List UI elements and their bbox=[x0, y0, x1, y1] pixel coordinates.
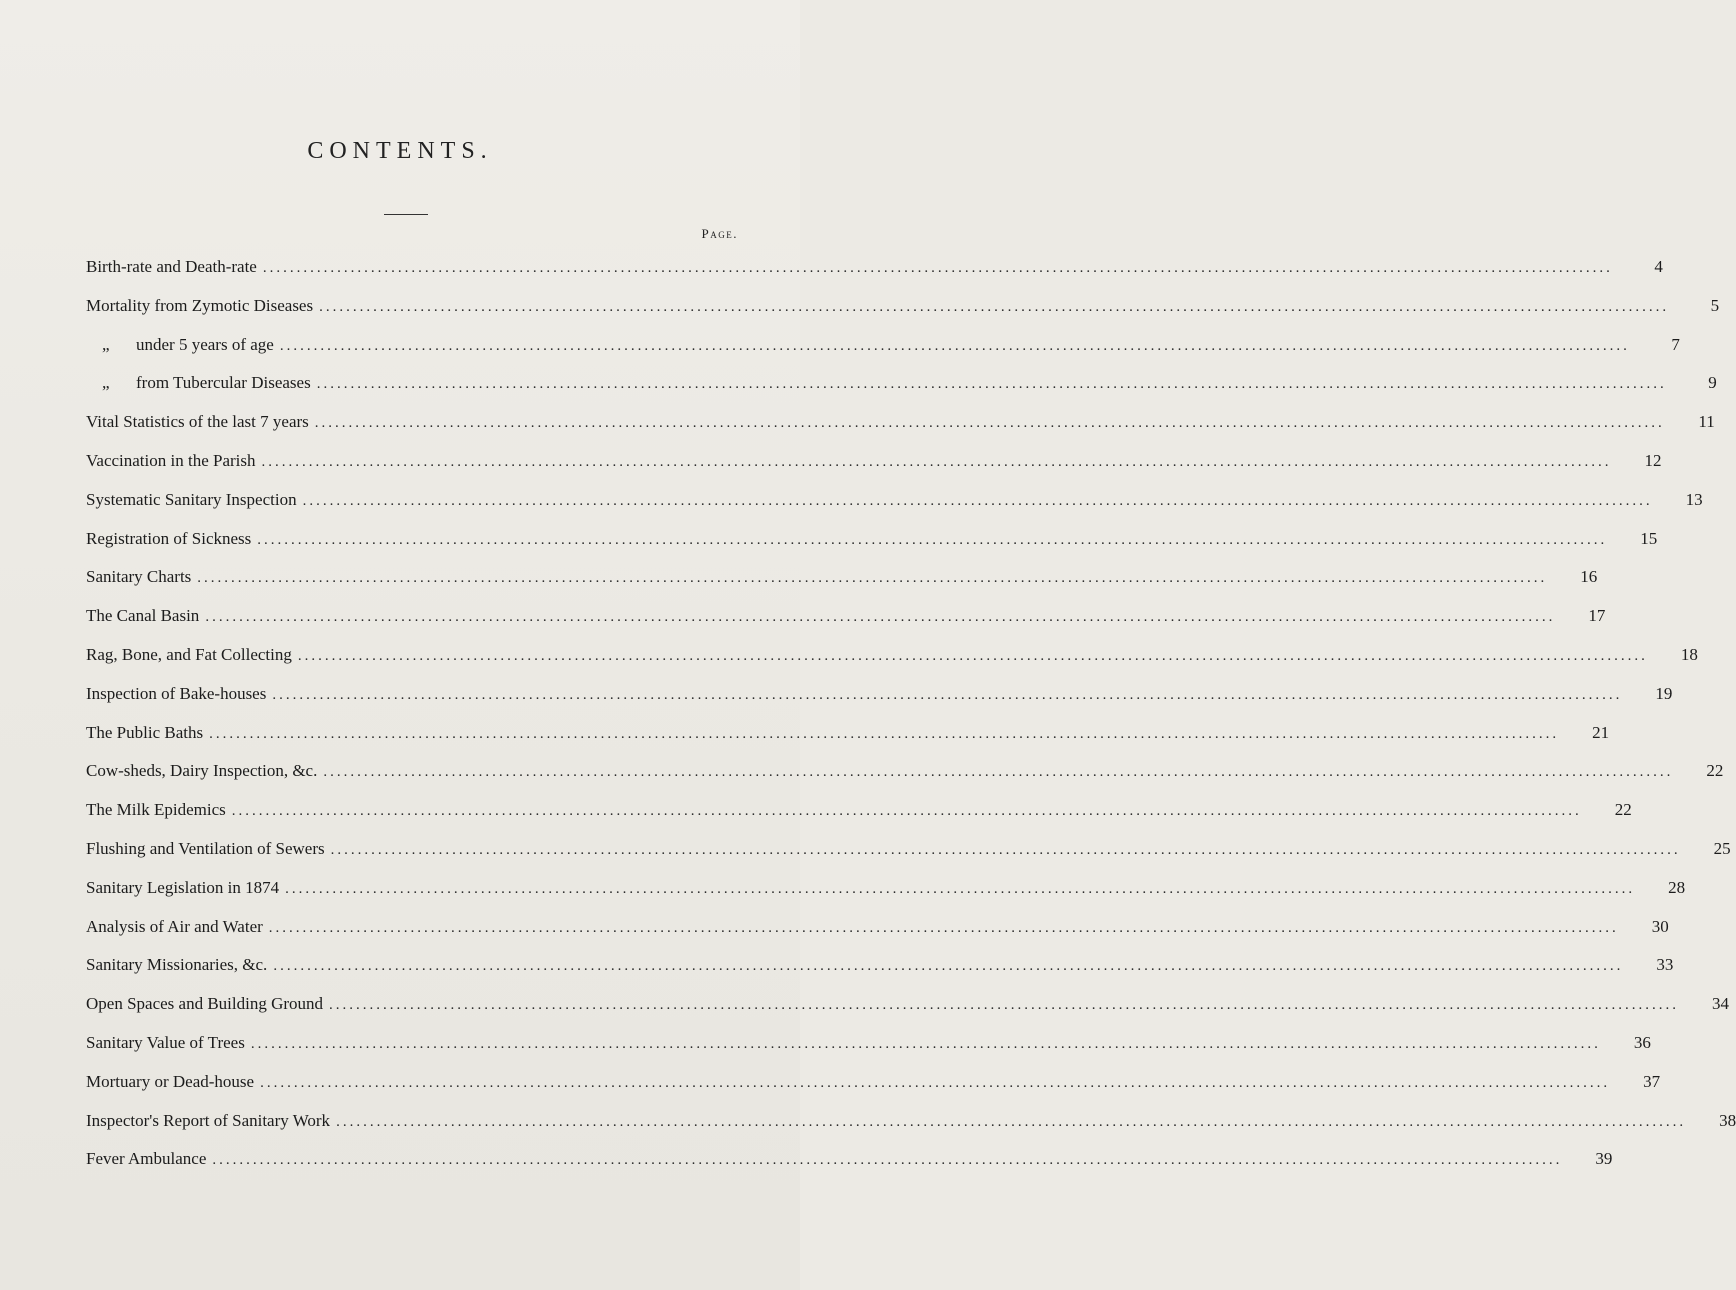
dot-leader: ........................................................................................................................................................................................................ bbox=[268, 919, 1619, 936]
toc-entry-label: Vital Statistics of the last 7 years bbox=[86, 412, 309, 432]
toc-entry-label: The Canal Basin bbox=[86, 606, 200, 626]
toc-entry-title bbox=[86, 481, 297, 520]
dot-leader: ........................................................................................................................................................................................................ bbox=[319, 298, 1670, 315]
toc-entry bbox=[86, 287, 1720, 326]
dot-leader: ........................................................................................................................................................................................................ bbox=[257, 531, 1608, 548]
toc-entry-title bbox=[86, 248, 257, 287]
toc-entry-label: from Tubercular Diseases bbox=[136, 373, 311, 393]
toc-entry bbox=[86, 908, 1669, 947]
toc-entry bbox=[86, 1102, 1736, 1141]
toc-page-number: 38 bbox=[1719, 1110, 1736, 1130]
toc-page-number: 9 bbox=[1708, 373, 1717, 393]
toc-entry-title bbox=[86, 908, 263, 947]
dot-leader: ........................................................................................................................................................................................................ bbox=[285, 880, 1636, 897]
dot-leader: ........................................................................................................................................................................................................ bbox=[336, 1113, 1687, 1130]
toc-entry-title bbox=[86, 1024, 245, 1063]
toc-entry bbox=[86, 597, 1606, 636]
toc-entry bbox=[86, 985, 1730, 1024]
toc-entry-label: Sanitary Value of Trees bbox=[86, 1032, 245, 1052]
toc-entry-label: Open Spaces and Building Ground bbox=[86, 994, 324, 1014]
toc-entry bbox=[86, 791, 1632, 830]
toc-entry-title bbox=[86, 597, 199, 636]
toc-entry bbox=[86, 636, 1698, 675]
toc-entry-title bbox=[86, 403, 309, 442]
toc-entry-label: Fever Ambulance bbox=[86, 1149, 207, 1169]
table-of-contents bbox=[86, 248, 1736, 1179]
dot-leader: ........................................................................................................................................................................................................ bbox=[330, 841, 1681, 858]
toc-page-number: 36 bbox=[1633, 1032, 1651, 1052]
toc-entry-title bbox=[86, 1063, 254, 1102]
dot-leader: ........................................................................................................................................................................................................ bbox=[197, 570, 1548, 587]
toc-entry bbox=[86, 1063, 1661, 1102]
toc-page-number: 5 bbox=[1710, 295, 1720, 315]
toc-entry-title bbox=[86, 558, 191, 597]
toc-entry-title bbox=[86, 675, 266, 714]
toc-entry-title bbox=[86, 442, 256, 481]
toc-entry-label: Vaccination in the Parish bbox=[86, 450, 256, 470]
toc-page-number: 33 bbox=[1656, 955, 1674, 975]
dot-leader: ........................................................................................................................................................................................................ bbox=[260, 1074, 1611, 1091]
toc-entry-title bbox=[86, 752, 317, 791]
toc-entry-title bbox=[86, 364, 311, 403]
toc-page-number: 21 bbox=[1592, 722, 1610, 742]
toc-entry bbox=[86, 558, 1598, 597]
dot-leader: ........................................................................................................................................................................................................ bbox=[272, 686, 1623, 703]
toc-entry-label: Analysis of Air and Water bbox=[86, 916, 263, 936]
toc-entry-label: Sanitary Legislation in 1874 bbox=[86, 877, 280, 897]
dot-leader: ........................................................................................................................................................................................................ bbox=[261, 453, 1612, 470]
toc-entry-title bbox=[86, 791, 226, 830]
toc-page-number: 25 bbox=[1713, 838, 1731, 858]
dot-leader: ........................................................................................................................................................................................................ bbox=[273, 958, 1624, 975]
toc-entry-label: The Public Baths bbox=[86, 722, 204, 742]
toc-entry bbox=[86, 520, 1658, 559]
toc-entry-label: Rag, Bone, and Fat Collecting bbox=[86, 644, 292, 664]
dot-leader: ........................................................................................................................................................................................................ bbox=[231, 803, 1582, 820]
toc-entry bbox=[86, 326, 1680, 365]
toc-entry-title bbox=[86, 985, 323, 1024]
toc-entry bbox=[86, 752, 1724, 791]
dot-leader: ........................................................................................................................................................................................................ bbox=[329, 997, 1680, 1014]
toc-page-number: 22 bbox=[1706, 761, 1724, 781]
toc-entry-label: Mortality from Zymotic Diseases bbox=[86, 295, 314, 315]
toc-entry-label: Systematic Sanitary Inspection bbox=[86, 489, 297, 509]
toc-entry-label: Sanitary Charts bbox=[86, 567, 192, 587]
toc-entry bbox=[86, 364, 1717, 403]
toc-page-number: 37 bbox=[1643, 1071, 1661, 1091]
toc-page-number: 12 bbox=[1644, 450, 1662, 470]
dot-leader: ........................................................................................................................................................................................................ bbox=[209, 725, 1560, 742]
toc-entry bbox=[86, 714, 1610, 753]
toc-entry-label: Birth-rate and Death-rate bbox=[86, 257, 257, 276]
toc-page-number: 4 bbox=[1654, 257, 1663, 276]
ditto-mark: „ bbox=[102, 373, 110, 393]
toc-entry-title bbox=[86, 636, 292, 675]
toc-entry-title bbox=[86, 946, 267, 985]
toc-page-number: 11 bbox=[1698, 412, 1715, 432]
toc-entry bbox=[86, 481, 1703, 520]
ditto-mark: „ bbox=[102, 334, 110, 354]
toc-entry-title bbox=[86, 1140, 206, 1179]
dot-leader: ........................................................................................................................................................................................................ bbox=[212, 1152, 1563, 1169]
dot-leader: ........................................................................................................................................................................................................ bbox=[279, 337, 1630, 354]
toc-entry bbox=[86, 830, 1731, 869]
dot-leader: ........................................................................................................................................................................................................ bbox=[262, 260, 1613, 276]
toc-entry bbox=[86, 403, 1715, 442]
dot-leader: ........................................................................................................................................................................................................ bbox=[323, 764, 1674, 781]
toc-page-number: 30 bbox=[1651, 916, 1669, 936]
toc-page-number: 17 bbox=[1588, 606, 1606, 626]
toc-page-number: 28 bbox=[1668, 877, 1686, 897]
toc-entry-title bbox=[86, 714, 203, 753]
toc-entry-title bbox=[86, 287, 313, 326]
dot-leader: ........................................................................................................................................................................................................ bbox=[250, 1035, 1601, 1052]
toc-entry bbox=[86, 1140, 1613, 1179]
toc-page-number: 34 bbox=[1712, 994, 1730, 1014]
toc-entry-title bbox=[86, 326, 274, 365]
toc-page-number: 15 bbox=[1640, 528, 1658, 548]
toc-page-number: 19 bbox=[1655, 683, 1673, 703]
toc-entry bbox=[86, 1024, 1651, 1063]
toc-entry-label: The Milk Epidemics bbox=[86, 800, 226, 820]
toc-entry-label: Sanitary Missionaries, &c. bbox=[86, 955, 268, 975]
toc-entry-label: Inspection of Bake-houses bbox=[86, 683, 267, 703]
toc-entry-label: Registration of Sickness bbox=[86, 528, 252, 548]
dot-leader: ........................................................................................................................................................................................................ bbox=[297, 647, 1648, 664]
toc-entry-title bbox=[86, 520, 251, 559]
toc-entry bbox=[86, 675, 1673, 714]
toc-page-number: 39 bbox=[1595, 1149, 1613, 1169]
toc-page-number: 22 bbox=[1614, 800, 1632, 820]
toc-entry-title bbox=[86, 1102, 330, 1141]
toc-entry-label: under 5 years of age bbox=[136, 334, 274, 354]
toc-entry bbox=[86, 869, 1686, 908]
dot-leader: ........................................................................................................................................................................................................ bbox=[302, 492, 1653, 509]
toc-entry bbox=[86, 248, 1663, 287]
toc-entry-title bbox=[86, 830, 325, 869]
toc-entry-label: Inspector's Report of Sanitary Work bbox=[86, 1110, 331, 1130]
toc-entry-label: Cow-sheds, Dairy Inspection, &c. bbox=[86, 761, 318, 781]
page-title: CONTENTS. bbox=[307, 138, 493, 164]
dot-leader: ........................................................................................................................................................................................................ bbox=[205, 609, 1556, 626]
toc-page-number: 16 bbox=[1580, 567, 1598, 587]
page-column-heading: Page. bbox=[701, 226, 738, 241]
dot-leader: ........................................................................................................................................................................................................ bbox=[314, 415, 1665, 432]
toc-page-number: 13 bbox=[1685, 489, 1703, 509]
toc-page-number: 18 bbox=[1680, 644, 1698, 664]
toc-entry bbox=[86, 946, 1674, 985]
toc-entry-label: Mortuary or Dead-house bbox=[86, 1071, 255, 1091]
title-rule bbox=[384, 214, 428, 215]
toc-entry-label: Flushing and Ventilation of Sewers bbox=[86, 838, 325, 858]
toc-entry bbox=[86, 442, 1662, 481]
dot-leader: ........................................................................................................................................................................................................ bbox=[316, 376, 1667, 393]
toc-page-number: 7 bbox=[1671, 334, 1680, 354]
toc-entry-title bbox=[86, 869, 279, 908]
